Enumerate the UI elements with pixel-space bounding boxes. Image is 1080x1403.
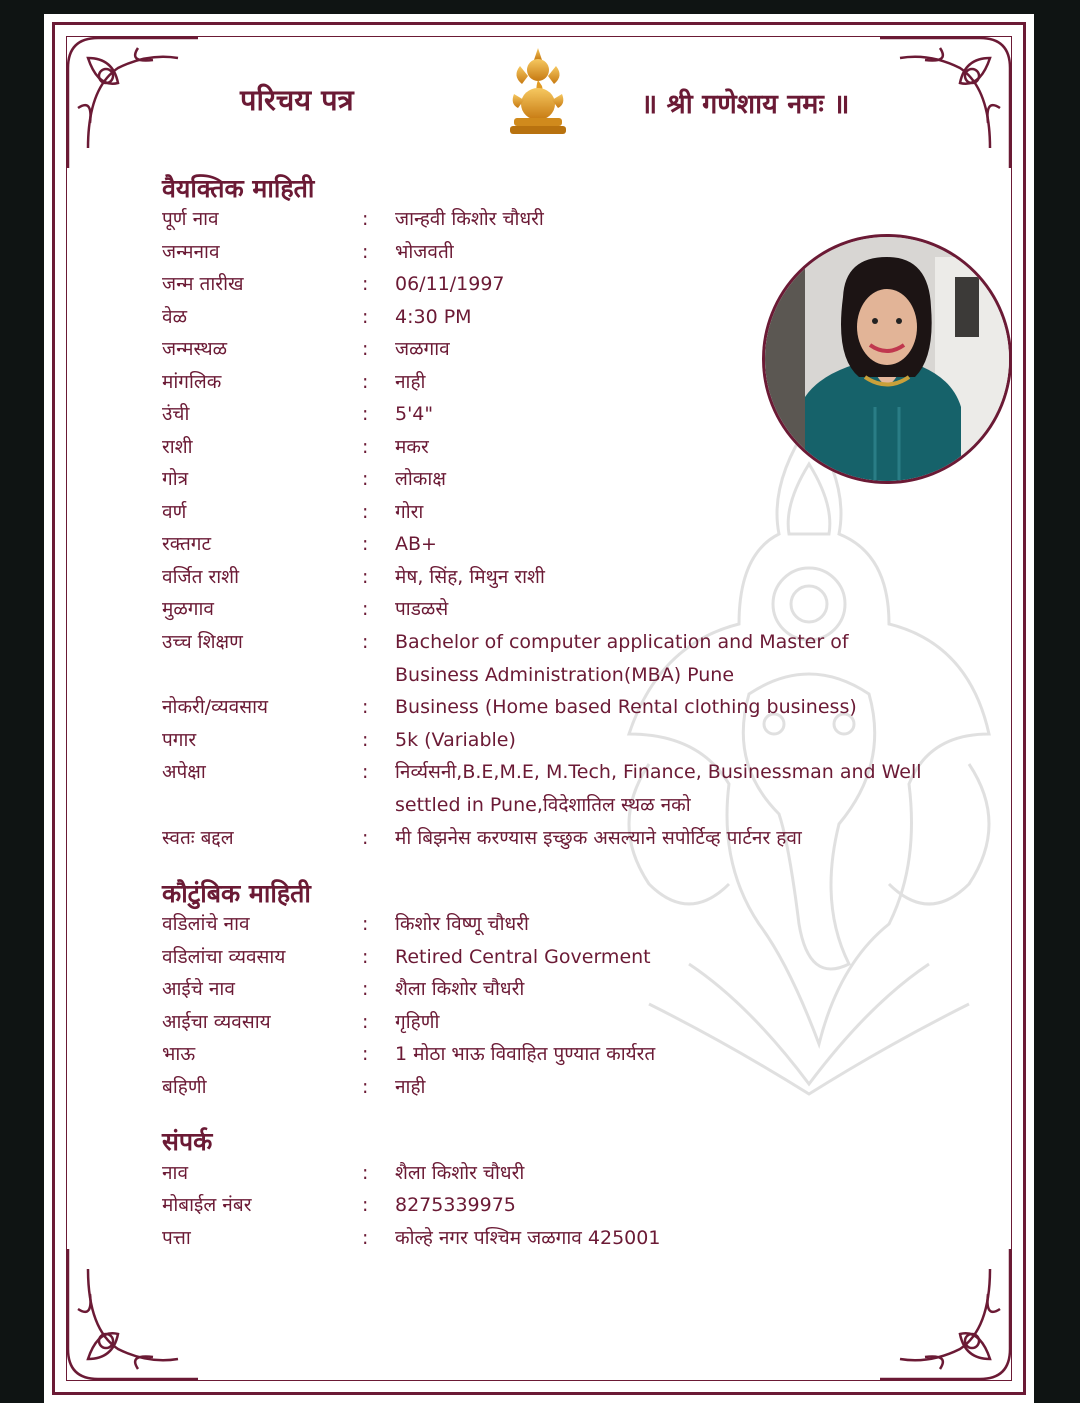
row-separator: : <box>362 913 369 935</box>
row-separator: : <box>362 1043 369 1065</box>
row-value: मी बिझनेस करण्यास इच्छुक असल्याने सपोर्टिव्ह पार्टनर हवा <box>395 827 802 849</box>
row-label: वडिलांचे नाव <box>162 913 250 935</box>
biodata-card <box>44 14 1034 1403</box>
row-value: 5k (Variable) <box>395 729 516 751</box>
row-value: जळगाव <box>395 338 450 360</box>
row-value: शैला किशोर चौधरी <box>395 1162 525 1184</box>
row-label: रक्तगट <box>162 533 212 555</box>
row-value: Retired Central Goverment <box>395 946 651 968</box>
row-value: नाही <box>395 371 426 393</box>
row-value: 1 मोठा भाऊ विवाहित पुण्यात कार्यरत <box>395 1043 656 1065</box>
row-value: गोरा <box>395 501 424 523</box>
row-value: मेष, सिंह, मिथुन राशी <box>395 566 545 588</box>
row-separator: : <box>362 729 369 751</box>
row-separator: : <box>362 208 369 230</box>
row-label: नोकरी/व्यवसाय <box>162 696 269 718</box>
ganesha-idol-icon <box>506 46 570 138</box>
row-value: शैला किशोर चौधरी <box>395 978 525 1000</box>
row-label: पगार <box>162 729 197 751</box>
row-separator: : <box>362 273 369 295</box>
row-label: उंची <box>162 403 190 425</box>
row-value: भोजवती <box>395 241 454 263</box>
row-separator: : <box>362 1227 369 1249</box>
row-value: मकर <box>395 436 429 458</box>
row-separator: : <box>362 696 369 718</box>
row-label: मांगलिक <box>162 371 222 393</box>
corner-ornament-icon <box>870 28 1020 178</box>
mobile-number: 8275339975 <box>395 1194 516 1216</box>
row-value: गृहिणी <box>395 1011 440 1033</box>
address-value: कोल्हे नगर पश्चिम जळगाव 425001 <box>395 1227 661 1249</box>
row-separator: : <box>362 468 369 490</box>
row-separator: : <box>362 436 369 458</box>
row-label: वडिलांचा व्यवसाय <box>162 946 286 968</box>
row-label: गोत्र <box>162 468 189 490</box>
row-separator: : <box>362 598 369 620</box>
row-value: नाही <box>395 1076 426 1098</box>
row-label: स्वतः बद्दल <box>162 827 234 849</box>
row-value: 4:30 PM <box>395 306 472 328</box>
row-separator: : <box>362 827 369 849</box>
row-separator: : <box>362 631 369 653</box>
row-value-continued: Business Administration(MBA) Pune <box>395 664 735 686</box>
row-value: Bachelor of computer application and Master of <box>395 631 849 653</box>
row-label: नाव <box>162 1162 189 1184</box>
section-title-contact: संपर्क <box>162 1127 213 1156</box>
row-separator: : <box>362 761 369 783</box>
row-label: आईचे नाव <box>162 978 235 1000</box>
row-label: आईचा व्यवसाय <box>162 1011 271 1033</box>
row-label: जन्मस्थळ <box>162 338 228 360</box>
row-label: भाऊ <box>162 1043 196 1065</box>
row-value: AB+ <box>395 533 437 555</box>
row-value-continued: settled in Pune,विदेशातिल स्थळ नको <box>395 794 691 816</box>
row-separator: : <box>362 1194 369 1216</box>
row-separator: : <box>362 533 369 555</box>
row-separator: : <box>362 1162 369 1184</box>
page-title: परिचय पत्र <box>240 83 354 117</box>
row-label: मोबाईल नंबर <box>162 1194 252 1216</box>
row-separator: : <box>362 501 369 523</box>
corner-ornament-icon <box>58 28 208 178</box>
section-title-family: कौटुंबिक माहिती <box>162 879 311 908</box>
row-value: 06/11/1997 <box>395 273 505 295</box>
row-label: अपेक्षा <box>162 761 206 783</box>
row-label: पत्ता <box>162 1227 191 1249</box>
shri-ganeshaya-namah: ॥ श्री गणेशाय नमः ॥ <box>641 89 850 120</box>
row-separator: : <box>362 338 369 360</box>
row-value: 5'4" <box>395 403 434 425</box>
row-separator: : <box>362 1011 369 1033</box>
row-separator: : <box>362 946 369 968</box>
row-label: उच्च शिक्षण <box>162 631 243 653</box>
row-label: पूर्ण नाव <box>162 208 219 230</box>
row-label: जन्मनाव <box>162 241 220 263</box>
row-value: जान्हवी किशोर चौधरी <box>395 208 544 230</box>
row-separator: : <box>362 306 369 328</box>
row-separator: : <box>362 978 369 1000</box>
row-value: निर्व्यसनी,B.E,M.E, M.Tech, Finance, Businessman and Well <box>395 761 922 783</box>
row-label: मुळगाव <box>162 598 214 620</box>
row-value: लोकाक्ष <box>395 468 446 490</box>
corner-ornament-icon <box>58 1239 208 1389</box>
row-label: वेळ <box>162 306 188 328</box>
section-title-personal: वैयक्तिक माहिती <box>162 174 315 203</box>
row-separator: : <box>362 1076 369 1098</box>
row-value: किशोर विष्णू चौधरी <box>395 913 529 935</box>
row-value: पाडळसे <box>395 598 449 620</box>
row-separator: : <box>362 403 369 425</box>
row-separator: : <box>362 371 369 393</box>
row-label: बहिणी <box>162 1076 207 1098</box>
row-separator: : <box>362 241 369 263</box>
row-label: जन्म तारीख <box>162 273 244 295</box>
row-separator: : <box>362 566 369 588</box>
row-label: वर्जित राशी <box>162 566 239 588</box>
row-label: वर्ण <box>162 501 187 523</box>
row-value: Business (Home based Rental clothing business) <box>395 696 857 718</box>
corner-ornament-icon <box>870 1239 1020 1389</box>
row-label: राशी <box>162 436 193 458</box>
